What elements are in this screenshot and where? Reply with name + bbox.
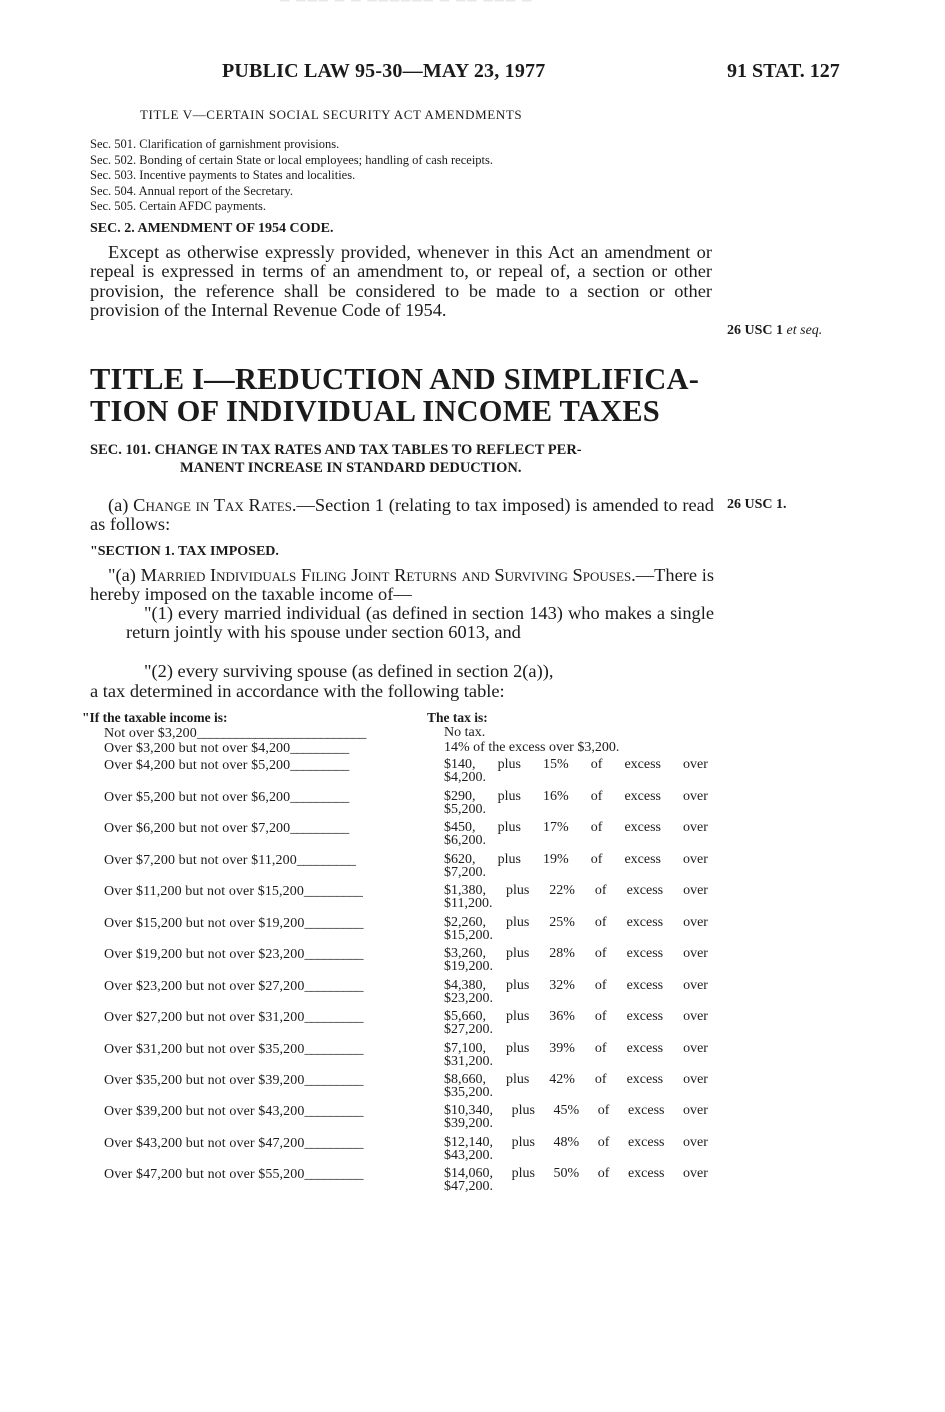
running-header-right: 91 STAT. 127 — [727, 60, 840, 82]
tax-word: plus — [497, 852, 521, 867]
tax-word: over — [683, 1166, 708, 1181]
section-101-line: MANENT INCREASE IN STANDARD DEDUCTION. — [180, 460, 522, 476]
subsection-caption: Change in Tax Rates. — [133, 495, 297, 515]
tax-amount-cell — [444, 947, 708, 973]
tax-word: of — [594, 1072, 607, 1087]
margin-citation-text: 26 USC 1 — [727, 323, 784, 338]
tax-word: over — [683, 789, 708, 804]
tax-word: over — [683, 883, 708, 898]
tax-word: 42% — [549, 1072, 575, 1087]
toc-item: Sec. 501. Clarification of garnishment provisions. — [90, 137, 340, 151]
tax-word: over — [683, 1072, 708, 1087]
tax-amount-cell: 14% of the excess over $3,200. — [444, 740, 620, 755]
tax-word: over — [683, 852, 708, 867]
title-line: TITLE I—REDUCTION AND SIMPLIFICA- — [90, 362, 700, 396]
taxable-income-cell — [104, 916, 363, 932]
tax-word: plus — [505, 883, 530, 898]
taxable-income-text: Over $6,200 but not over $7,200 — [104, 821, 291, 836]
taxable-income-cell — [104, 884, 362, 900]
taxable-income-cell — [104, 853, 355, 869]
taxable-income-text: Over $15,200 but not over $19,200 — [104, 916, 305, 931]
tax-word: plus — [511, 1103, 535, 1118]
tax-word: 15% — [542, 757, 569, 772]
tax-word: plus — [505, 946, 530, 961]
tax-word: of — [594, 978, 607, 993]
dot-leader: _________ — [304, 979, 363, 994]
tax-word: $2,260, — [444, 915, 486, 930]
tax-amount-cell — [444, 1136, 708, 1162]
tax-word: $8,660, — [444, 1072, 486, 1087]
tax-word: plus — [505, 1072, 530, 1087]
dot-leader: _________ — [304, 1167, 363, 1182]
tax-amount-cell — [444, 758, 708, 784]
tax-amount-continuation: $27,200. — [444, 1022, 493, 1037]
tax-amount-continuation: $43,200. — [444, 1148, 493, 1163]
tax-word: plus — [497, 789, 521, 804]
tax-amount-cell — [444, 1104, 708, 1130]
taxable-income-text: Over $19,200 but not over $23,200 — [104, 947, 305, 962]
tax-word: plus — [497, 757, 521, 772]
tax-amount-continuation: $11,200. — [444, 896, 493, 911]
taxable-income-cell — [104, 790, 349, 806]
tax-word: over — [683, 1135, 708, 1150]
tax-word: plus — [497, 820, 521, 835]
running-header-left: PUBLIC LAW 95-30—MAY 23, 1977 — [222, 60, 546, 82]
taxable-income-cell — [104, 741, 349, 757]
dot-leader: _________ — [304, 947, 363, 962]
tax-word: over — [683, 820, 708, 835]
section-101-line: SEC. 101. CHANGE IN TAX RATES AND TAX TABLES TO REFLECT PER- — [90, 442, 582, 458]
tax-amount-continuation: $5,200. — [444, 802, 486, 817]
table-column-header: The tax is: — [427, 710, 488, 725]
taxable-income-text: Over $43,200 but not over $47,200 — [104, 1136, 305, 1151]
tax-word: plus — [505, 978, 530, 993]
tax-word: excess — [626, 978, 664, 993]
margin-citation: 26 USC 1. — [727, 497, 787, 512]
tax-word: 22% — [549, 883, 575, 898]
tax-word: over — [683, 1041, 708, 1056]
tax-word: of — [590, 852, 603, 867]
tax-word: plus — [505, 915, 530, 930]
toc-item: Sec. 504. Annual report of the Secretary. — [90, 183, 293, 198]
taxable-income-text: Over $4,200 but not over $5,200 — [104, 758, 291, 773]
tax-word: plus — [505, 1041, 530, 1056]
tax-word: over — [683, 1103, 708, 1118]
tax-word: excess — [626, 1072, 664, 1087]
tax-word: $290, — [444, 789, 476, 804]
tax-amount-continuation: $7,200. — [444, 865, 486, 880]
tax-amount-cell — [444, 1073, 708, 1099]
tax-word: excess — [624, 789, 661, 804]
tax-amount-continuation: $6,200. — [444, 833, 486, 848]
subsection-text: —There is hereby imposed on the taxable income of— — [90, 565, 714, 605]
subsection-a — [90, 496, 714, 534]
dot-leader: _________ — [303, 884, 363, 899]
tax-word: of — [597, 1135, 610, 1150]
tax-word: excess — [626, 1041, 664, 1056]
tax-word: of — [597, 1166, 610, 1181]
tax-word: $450, — [444, 820, 476, 835]
taxable-income-text: Over $31,200 but not over $35,200 — [104, 1042, 305, 1057]
tax-word: 39% — [549, 1041, 575, 1056]
tax-word: $1,380, — [444, 883, 486, 898]
tax-word: plus — [511, 1135, 535, 1150]
tax-word: over — [683, 978, 708, 993]
tax-word: excess — [624, 757, 661, 772]
tax-word: 28% — [549, 946, 575, 961]
tax-amount-cell: No tax. — [444, 725, 486, 740]
taxable-income-cell — [104, 1042, 363, 1058]
toc-title: TITLE V—CERTAIN SOCIAL SECURITY ACT AMENDMENTS — [140, 107, 523, 122]
toc-item: Sec. 505. Certain AFDC payments. — [90, 199, 267, 213]
tax-amount-continuation: $31,200. — [444, 1054, 493, 1069]
taxable-income-cell — [104, 1167, 363, 1183]
toc-item: Sec. 502. Bonding of certain State or local employees; handling of cash receipts. — [90, 152, 494, 167]
tax-word: 45% — [553, 1103, 580, 1118]
subsection-caption: Married Individuals Filing Joint Returns and Surviving Spouses. — [140, 565, 636, 585]
tax-amount-cell — [444, 979, 708, 1005]
toc-item: Sec. 503. Incentive payments to States and localities. — [90, 168, 356, 182]
tax-word: $10,340, — [444, 1103, 493, 1118]
tax-word: $5,660, — [444, 1009, 486, 1024]
title-line: TION OF INDIVIDUAL INCOME TAXES — [90, 394, 660, 428]
tax-word: $140, — [444, 757, 476, 772]
tax-word: 17% — [542, 820, 569, 835]
tax-amount-continuation: $35,200. — [444, 1085, 493, 1100]
dot-leader: _________ — [304, 1010, 363, 1025]
dot-leader: _________ — [290, 758, 349, 773]
taxable-income-text: Over $47,200 but not over $55,200 — [104, 1167, 305, 1182]
taxable-income-text: Over $5,200 but not over $6,200 — [104, 790, 291, 805]
tax-word: of — [590, 820, 603, 835]
tax-word: 32% — [549, 978, 575, 993]
dot-leader: _________ — [304, 1104, 363, 1119]
taxable-income-cell — [104, 1010, 363, 1026]
taxable-income-text: Over $11,200 but not over $15,200 — [104, 884, 304, 899]
margin-citation-suffix: et seq. — [786, 323, 823, 338]
tax-word: $12,140, — [444, 1135, 493, 1150]
table-intro: a tax determined in accordance with the following table: — [90, 681, 505, 701]
tax-amount-continuation: $15,200. — [444, 928, 493, 943]
tax-word: excess — [627, 1166, 665, 1181]
dot-leader: __________________________ — [196, 726, 366, 741]
tax-amount-continuation: $39,200. — [444, 1116, 493, 1131]
taxable-income-cell — [104, 758, 349, 774]
taxable-income-cell — [104, 1073, 363, 1089]
bleed-through-noise: ▔ ▔▔▔ ▔ ▔ ▔▔▔▔▔▔ ▔ ▔▔ ▔▔▔ ▔ — [280, 0, 534, 14]
tax-word: 19% — [542, 852, 569, 867]
tax-word: $7,100, — [444, 1041, 486, 1056]
tax-amount-cell — [444, 853, 708, 879]
tax-word: $4,380, — [444, 978, 486, 993]
tax-word: excess — [626, 915, 664, 930]
taxable-income-cell — [104, 979, 363, 995]
paragraph-1: "(1) every married individual (as defined in section 143) who makes a single return jointly with his spouse under section 6013, and — [126, 603, 714, 643]
tax-word: of — [594, 883, 607, 898]
dot-leader: _________ — [304, 916, 363, 931]
taxable-income-text: Over $3,200 but not over $4,200 — [104, 741, 291, 756]
tax-word: $14,060, — [444, 1166, 493, 1181]
dot-leader: _________ — [290, 790, 349, 805]
tax-word: excess — [626, 1009, 664, 1024]
tax-word: excess — [626, 883, 664, 898]
tax-word: of — [594, 1041, 607, 1056]
table-of-contents — [90, 137, 493, 215]
tax-amount-continuation: $23,200. — [444, 991, 493, 1006]
tax-amount-cell — [444, 1167, 708, 1193]
margin-citation — [727, 323, 822, 339]
taxable-income-cell — [104, 1104, 363, 1120]
tax-amount-cell — [444, 821, 708, 847]
dot-leader: _________ — [304, 1073, 363, 1088]
table-column-header: "If the taxable income is: — [82, 710, 228, 725]
taxable-income-cell — [104, 1136, 363, 1152]
tax-word: of — [594, 915, 607, 930]
taxable-income-text: Over $35,200 but not over $39,200 — [104, 1073, 305, 1088]
tax-word: of — [590, 757, 603, 772]
quoted-section-heading: "SECTION 1. TAX IMPOSED. — [90, 544, 279, 559]
tax-word: over — [683, 915, 708, 930]
tax-word: excess — [624, 852, 661, 867]
section-101-heading — [90, 441, 582, 477]
tax-word: $620, — [444, 852, 476, 867]
taxable-income-text: Over $39,200 but not over $43,200 — [104, 1104, 305, 1119]
dot-leader: _________ — [304, 1136, 363, 1151]
tax-amount-cell — [444, 884, 708, 910]
taxable-income-cell — [104, 821, 349, 837]
tax-word: over — [683, 1009, 708, 1024]
taxable-income-cell — [104, 947, 363, 963]
tax-word: excess — [627, 1135, 665, 1150]
tax-word: plus — [511, 1166, 535, 1181]
tax-amount-cell — [444, 790, 708, 816]
title-heading — [90, 363, 730, 427]
tax-word: excess — [624, 820, 661, 835]
paragraph-2: "(2) every surviving spouse (as defined in section 2(a)), — [144, 661, 554, 681]
taxable-income-text: Over $27,200 but not over $31,200 — [104, 1010, 305, 1025]
tax-word: of — [590, 789, 603, 804]
dot-leader: _________ — [290, 741, 349, 756]
tax-word: 48% — [553, 1135, 580, 1150]
tax-amount-continuation: $19,200. — [444, 959, 493, 974]
taxable-income-cell — [104, 726, 366, 742]
taxable-income-text: Over $23,200 but not over $27,200 — [104, 979, 305, 994]
tax-word: 36% — [549, 1009, 575, 1024]
tax-amount-continuation: $4,200. — [444, 770, 486, 785]
taxable-income-text: Over $7,200 but not over $11,200 — [104, 853, 297, 868]
tax-word: excess — [626, 946, 664, 961]
subsection-married-individuals — [90, 566, 714, 605]
tax-word: 16% — [542, 789, 569, 804]
tax-word: over — [683, 946, 708, 961]
subsection-label: "(a) — [108, 565, 136, 585]
tax-amount-cell — [444, 916, 708, 942]
tax-word: 50% — [553, 1166, 580, 1181]
tax-amount-cell — [444, 1042, 708, 1068]
tax-word: of — [594, 946, 607, 961]
tax-word: plus — [505, 1009, 530, 1024]
subsection-text: —Section 1 (relating to tax imposed) is amended to read as follows: — [90, 495, 715, 534]
taxable-income-text: Not over $3,200 — [104, 726, 197, 741]
section-body: Except as otherwise expressly provided, whenever in this Act an amendment or repeal is expressed in terms of an amendment to, or repeal of, a section or other provision, the reference shall be considered to be made to a section or other provision of the Internal Revenue Code of 1954. — [90, 242, 712, 321]
dot-leader: _________ — [296, 853, 356, 868]
tax-amount-continuation: $47,200. — [444, 1179, 493, 1194]
tax-word: $3,260, — [444, 946, 486, 961]
tax-word: of — [597, 1103, 610, 1118]
tax-amount-cell — [444, 1010, 708, 1036]
subsection-label: (a) — [108, 495, 129, 515]
tax-word: of — [594, 1009, 607, 1024]
section-heading: SEC. 2. AMENDMENT OF 1954 CODE. — [90, 221, 334, 236]
tax-word: 25% — [549, 915, 575, 930]
dot-leader: _________ — [304, 1042, 363, 1057]
dot-leader: _________ — [290, 821, 349, 836]
tax-word: excess — [627, 1103, 665, 1118]
tax-word: over — [683, 757, 708, 772]
